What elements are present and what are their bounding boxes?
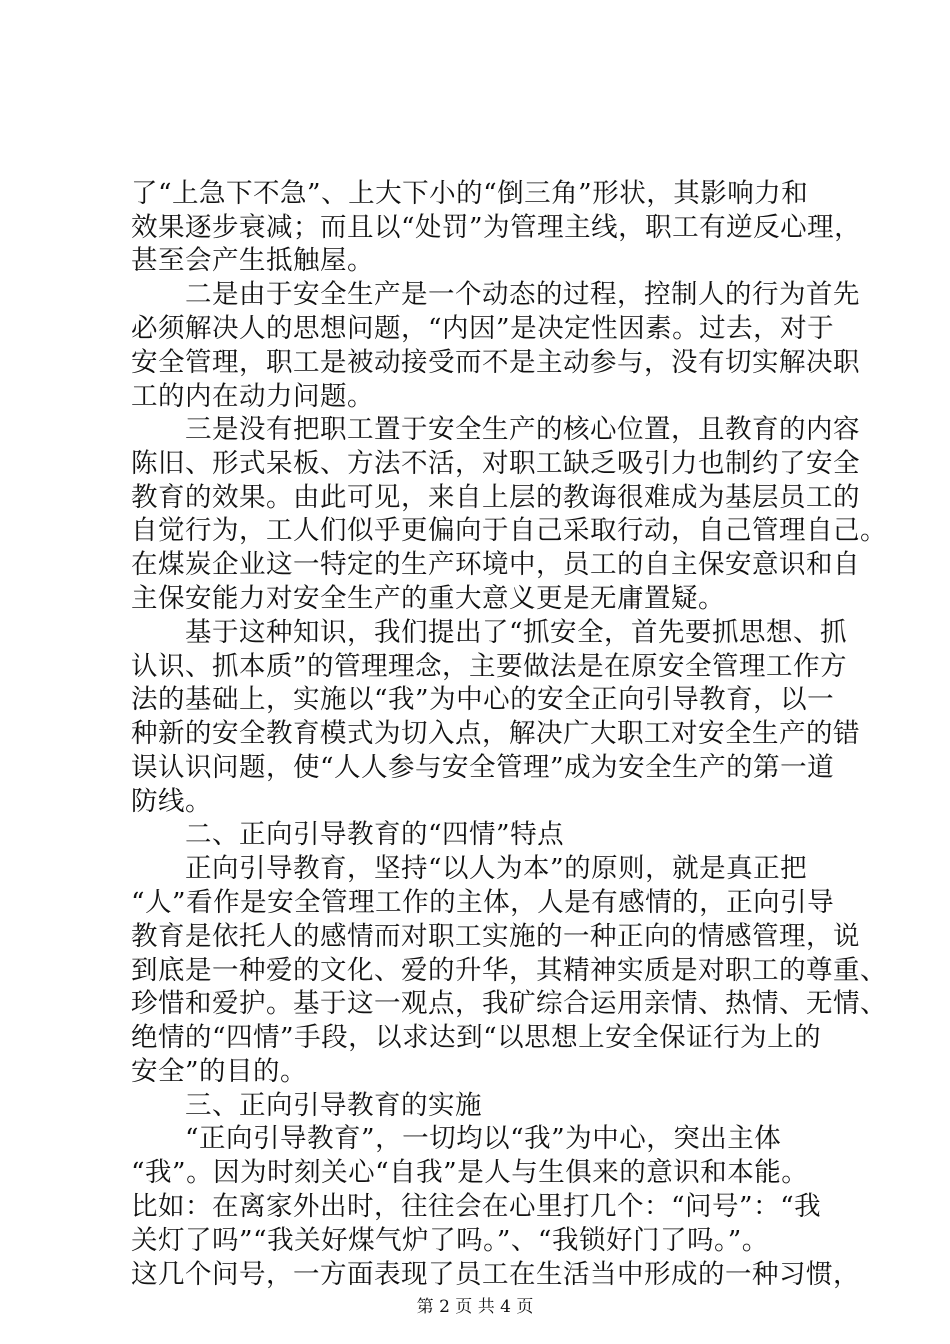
text-line: 二是由于安全生产是一个动态的过程，控制人的行为首先 [131, 279, 860, 310]
page-number: 第 2 页 共 4 页 [416, 1297, 534, 1317]
text-line: 绝情的“四情”手段，以求达到“以思想上安全保证行为上的 [131, 1022, 822, 1053]
text-line: 误认识问题，使“人人参与安全管理”成为安全生产的第一道 [131, 752, 835, 783]
text-line: 关灯了吗”“我关好煤气炉了吗。”、“我锁好门了吗。”。 [131, 1225, 769, 1256]
text-line: “人”看作是安全管理工作的主体，人是有感情的，正向引导 [131, 887, 835, 918]
text-line: 到底是一种爱的文化、爱的升华，其精神实质是对职工的尊重、 [131, 955, 887, 986]
text-line: 甚至会产生抵触屋。 [131, 245, 374, 276]
text-line: 珍惜和爱护。基于这一观点，我矿综合运用亲情、热情、无情、 [131, 988, 887, 1019]
text-line: 在煤炭企业这一特定的生产环境中，员工的自主保安意识和自 [131, 549, 860, 580]
text-line: 自觉行为，工人们似乎更偏向于自己采取行动，自己管理自己。 [131, 515, 887, 546]
text-line: 教育的效果。由此可见，来自上层的教诲很难成为基层员工的 [131, 482, 860, 513]
text-line: 种新的安全教育模式为切入点，解决广大职工对安全生产的错 [131, 718, 860, 749]
text-line: 比如：在离家外出时，往往会在心里打几个：“问号”：“我 [131, 1191, 822, 1222]
text-line: 陈旧、形式呆板、方法不活，对职工缺乏吸引力也制约了安全 [131, 448, 860, 479]
text-line: 教育是依托人的感情而对职工实施的一种正向的情感管理，说 [131, 921, 860, 952]
text-line: 三是没有把职工置于安全生产的核心位置，且教育的内容 [131, 414, 860, 445]
text-line: 工的内在动力问题。 [131, 381, 374, 412]
text-line: 正向引导教育，坚持“以人为本”的原则，就是真正把 [131, 853, 808, 884]
text-line: “我”。因为时刻关心“自我”是人与生俱来的意识和本能。 [131, 1157, 809, 1188]
text-line: 法的基础上，实施以“我”为中心的安全正向引导教育，以一 [131, 684, 835, 715]
text-line: 安全管理，职工是被动接受而不是主动参与，没有切实解决职 [131, 347, 860, 378]
text-line: 安全”的目的。 [131, 1056, 308, 1087]
text-line: 必须解决人的思想问题，“内因”是决定性因素。过去，对于 [131, 313, 835, 344]
text-line: 这几个问号，一方面表现了员工在生活当中形成的一种习惯， [131, 1259, 860, 1290]
text-line: 防线。 [131, 786, 212, 817]
text-line: “正向引导教育”，一切均以“我”为中心，突出主体 [131, 1123, 782, 1154]
text-line: 基于这种知识，我们提出了“抓安全，首先要抓思想、抓 [131, 617, 848, 648]
text-line: 了“上急下不急”、上大下小的“倒三角”形状，其影响力和 [131, 178, 809, 209]
section-heading: 三、正向引导教育的实施 [131, 1090, 482, 1121]
text-line: 认识、抓本质”的管理理念，主要做法是在原安全管理工作方 [131, 651, 848, 682]
section-heading: 二、正向引导教育的“四情”特点 [131, 819, 565, 850]
text-line: 主保安能力对安全生产的重大意义更是无庸置疑。 [131, 583, 725, 614]
text-line: 效果逐步衰减；而且以“处罚”为管理主线，职工有逆反心理， [131, 212, 862, 243]
